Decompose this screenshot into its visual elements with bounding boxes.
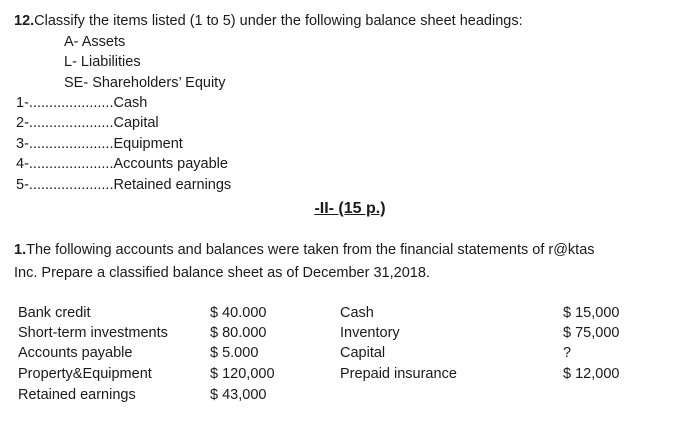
question-1-line-1: [14, 241, 595, 259]
account-value: $ 12,000: [563, 366, 620, 382]
item-1: 1-.....................Cash: [16, 95, 148, 111]
account-value: $ 75,000: [563, 325, 620, 341]
question-12-title: [14, 12, 523, 30]
account-value: $ 5.000: [210, 345, 259, 361]
question-1-number: 1.: [14, 242, 27, 258]
question-12-text: Classify the items listed (1 to 5) under the following balance sheet headings:: [34, 13, 523, 29]
question-12-number: 12.: [14, 13, 35, 29]
account-value: ?: [563, 345, 572, 361]
item-3: 3-.....................Equipment: [16, 136, 183, 152]
item-5: 5-.....................Retained earnings: [16, 177, 232, 193]
account-label: Property&Equipment: [18, 366, 152, 382]
account-label: Prepaid insurance: [340, 366, 457, 382]
account-label: Cash: [340, 305, 374, 321]
heading-assets: A- Assets: [64, 34, 126, 50]
account-value: $ 80.000: [210, 325, 267, 341]
question-1-text: The following accounts and balances were taken from the financial statements of r@ktas: [26, 242, 595, 258]
account-label: Short-term investments: [18, 325, 168, 341]
section-title: -II- (15 p.): [314, 200, 386, 217]
item-4: 4-.....................Accounts payable: [16, 156, 228, 172]
account-label: Retained earnings: [18, 387, 136, 403]
account-value: $ 120,000: [210, 366, 275, 382]
question-1-line-2: Inc. Prepare a classified balance sheet as of December 31,2018.: [14, 265, 430, 281]
account-label: Bank credit: [18, 305, 91, 321]
account-label: Capital: [340, 345, 386, 361]
account-value: $ 43,000: [210, 387, 267, 403]
account-label: Inventory: [340, 325, 400, 341]
heading-liabilities: L- Liabilities: [64, 54, 141, 70]
account-value: $ 15,000: [563, 305, 620, 321]
account-label: Accounts payable: [18, 345, 133, 361]
item-2: 2-.....................Capital: [16, 115, 159, 131]
account-value: $ 40.000: [210, 305, 267, 321]
heading-equity: SE- Shareholders’ Equity: [64, 75, 226, 91]
